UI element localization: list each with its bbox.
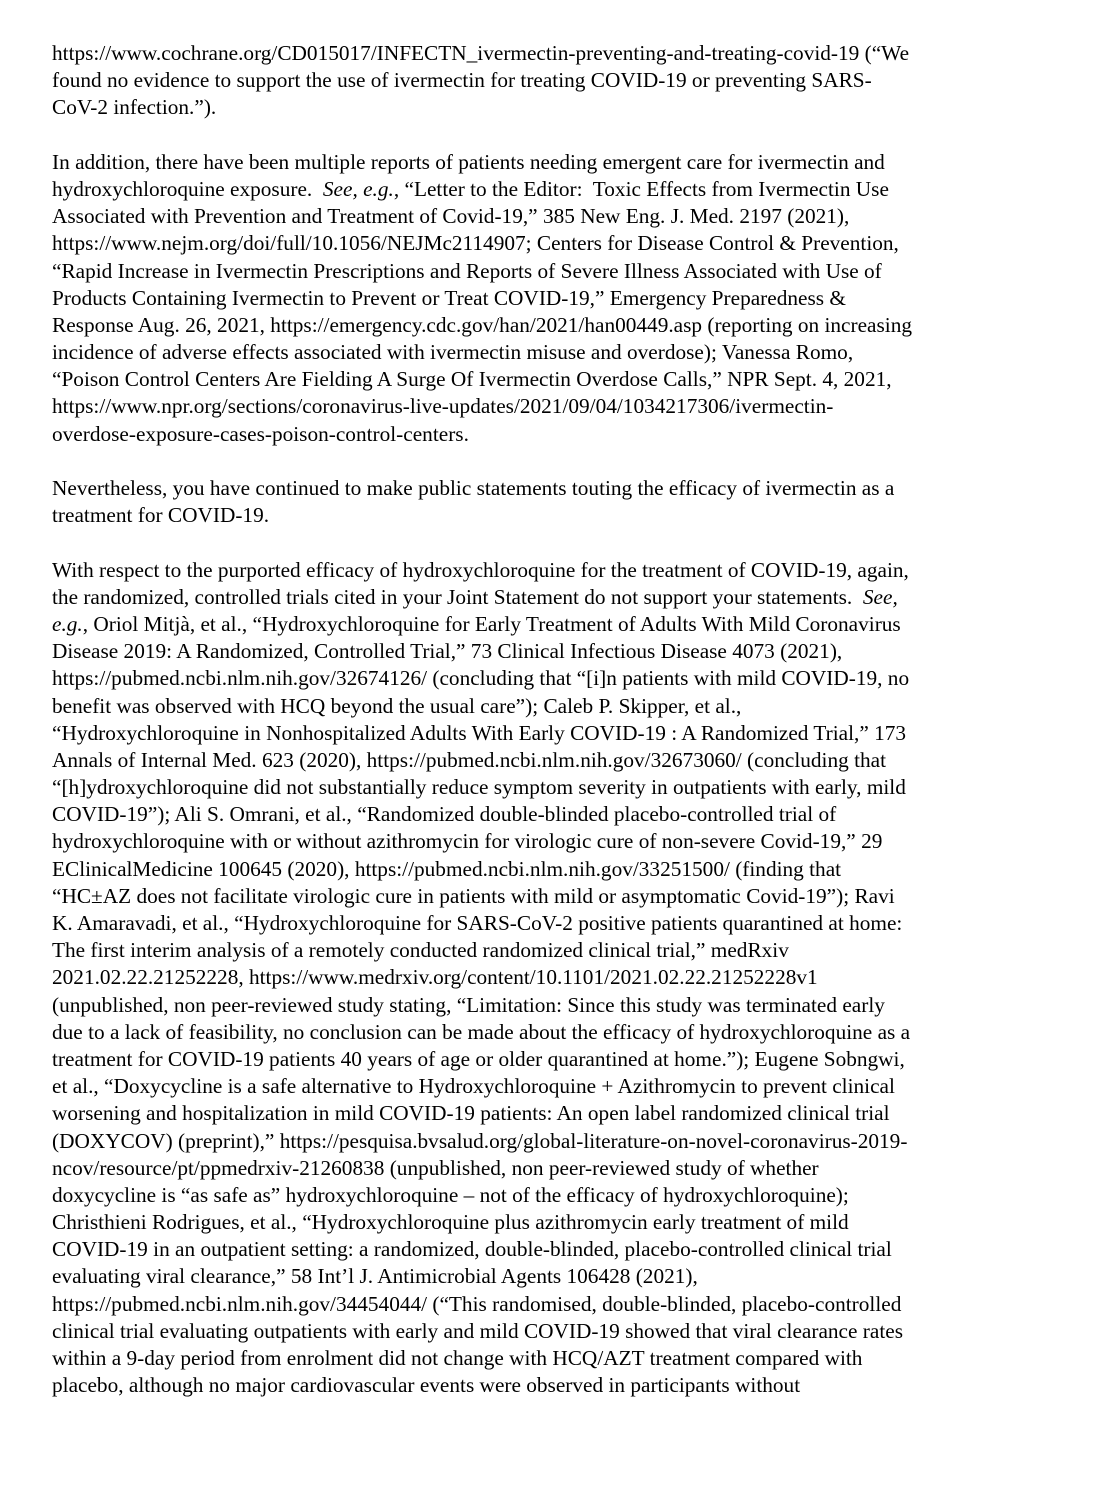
text-line: overdose-exposure-cases-poison-control-centers. bbox=[52, 421, 469, 446]
text-line: COVID-19”); Ali S. Omrani, et al., “Randomized double-blinded placebo-controlled trial of bbox=[52, 802, 837, 827]
text-line: hydroxychloroquine with or without azithromycin for virologic cure of non-severe Covid-19,” 29 bbox=[52, 829, 883, 854]
text-line: Response Aug. 26, 2021, https://emergency.cdc.gov/han/2021/han00449.asp (reporting on increasing bbox=[52, 312, 912, 337]
text-line: incidence of adverse effects associated with ivermectin misuse and overdose); Vanessa Romo, bbox=[52, 340, 854, 365]
text-line: placebo, although no major cardiovascular events were observed in participants without bbox=[52, 1373, 801, 1398]
paragraph-4 bbox=[52, 557, 1022, 1400]
text-line: https://pubmed.ncbi.nlm.nih.gov/32674126/ (concluding that “[i]n patients with mild COVID-19, no bbox=[52, 666, 910, 691]
text-line: Annals of Internal Med. 623 (2020), https://pubmed.ncbi.nlm.nih.gov/32673060/ (concluding that bbox=[52, 747, 887, 772]
text-line: due to a lack of feasibility, no conclusion can be made about the efficacy of hydroxychloroquine as a bbox=[52, 1019, 911, 1044]
text-line: Nevertheless, you have continued to make public statements touting the efficacy of ivermectin as a bbox=[52, 476, 895, 500]
italic-signal: See, bbox=[862, 584, 898, 609]
text-line bbox=[52, 176, 1022, 203]
text-line: doxycycline is “as safe as” hydroxychloroquine – not of the efficacy of hydroxychloroquine); bbox=[52, 1182, 849, 1207]
text-line: treatment for COVID-19. bbox=[52, 503, 270, 528]
text-line: CoV-2 infection.”). bbox=[52, 95, 217, 120]
text-line: Associated with Prevention and Treatment of Covid-19,” 385 New Eng. J. Med. 2197 (2021), bbox=[52, 204, 850, 229]
text-line: et al., “Doxycycline is a safe alternative to Hydroxychloroquine + Azithromycin to prevent clinical bbox=[52, 1074, 895, 1099]
text-line: “[h]ydroxychloroquine did not substantially reduce symptom severity in outpatients with early, mild bbox=[52, 775, 906, 800]
text-line bbox=[52, 611, 1022, 638]
text-line: within a 9-day period from enrolment did not change with HCQ/AZT treatment compared with bbox=[52, 1346, 863, 1370]
text-line: https://www.cochrane.org/CD015017/INFECTN_ivermectin-preventing-and-treating-covid-19 (“We bbox=[52, 41, 910, 65]
paragraph-gap bbox=[52, 122, 1022, 149]
paragraph-2 bbox=[52, 149, 1022, 448]
text-line: EClinicalMedicine 100645 (2020), https://pubmed.ncbi.nlm.nih.gov/33251500/ (finding that bbox=[52, 856, 842, 881]
text-line: benefit was observed with HCQ beyond the usual care”); Caleb P. Skipper, et al., bbox=[52, 693, 742, 718]
paragraph-1 bbox=[52, 40, 1022, 122]
text-line: Christhieni Rodrigues, et al., “Hydroxychloroquine plus azithromycin early treatment of mild bbox=[52, 1210, 849, 1235]
text-line: K. Amaravadi, et al., “Hydroxychloroquine for SARS-CoV-2 positive patients quarantined at home: bbox=[52, 911, 903, 935]
text-line: evaluating viral clearance,” 58 Int’l J. Antimicrobial Agents 106428 (2021), bbox=[52, 1264, 698, 1289]
text-line: ncov/resource/pt/ppmedrxiv-21260838 (unpublished, non peer-reviewed study of whether bbox=[52, 1155, 819, 1180]
text-line: found no evidence to support the use of ivermectin for treating COVID-19 or preventing SARS- bbox=[52, 68, 872, 93]
text-segment: the randomized, controlled trials cited in your Joint Statement do not support your statements. bbox=[52, 584, 863, 609]
text-line: COVID-19 in an outpatient setting: a randomized, double-blinded, placebo-controlled clinical trial bbox=[52, 1237, 892, 1262]
text-line: “Hydroxychloroquine in Nonhospitalized Adults With Early COVID-19 : A Randomized Trial,” 173 bbox=[52, 720, 907, 745]
text-segment: hydroxychloroquine exposure. bbox=[52, 176, 323, 201]
text-line: With respect to the purported efficacy of hydroxychloroquine for the treatment of COVID-19, again, bbox=[52, 557, 909, 582]
text-line: The first interim analysis of a remotely conducted randomized clinical trial,” medRxiv bbox=[52, 938, 789, 963]
text-line: https://www.nejm.org/doi/full/10.1056/NEJMc2114907; Centers for Disease Control & Prevention, bbox=[52, 231, 899, 256]
document-page bbox=[52, 40, 1022, 1399]
paragraph-gap bbox=[52, 529, 1022, 556]
paragraph-3 bbox=[52, 475, 1022, 529]
text-line: https://pubmed.ncbi.nlm.nih.gov/34454044/ (“This randomised, double-blinded, placebo-controlled bbox=[52, 1291, 902, 1316]
italic-signal: See, e.g. bbox=[322, 176, 394, 201]
italic-signal: e.g. bbox=[52, 611, 83, 636]
text-line: In addition, there have been multiple reports of patients needing emergent care for ivermectin and bbox=[52, 149, 885, 174]
text-line: “Rapid Increase in Ivermectin Prescriptions and Reports of Severe Illness Associated with Use of bbox=[52, 258, 882, 283]
text-line: https://www.npr.org/sections/coronavirus-live-updates/2021/09/04/1034217306/ivermectin- bbox=[52, 394, 834, 419]
text-line: clinical trial evaluating outpatients with early and mild COVID-19 showed that viral clearance rates bbox=[52, 1318, 903, 1343]
text-line: treatment for COVID-19 patients 40 years of age or older quarantined at home.”); Eugene Sobngwi, bbox=[52, 1046, 905, 1071]
text-segment: , “Letter to the Editor: Toxic Effects from Ivermectin Use bbox=[393, 176, 889, 201]
text-segment: , Oriol Mitjà, et al., “Hydroxychloroquine for Early Treatment of Adults With Mild Coronavirus bbox=[82, 611, 901, 636]
text-line: worsening and hospitalization in mild COVID-19 patients: An open label randomized clinical trial bbox=[52, 1101, 890, 1126]
text-line bbox=[52, 584, 1022, 611]
text-line: (unpublished, non peer-reviewed study stating, “Limitation: Since this study was terminated early bbox=[52, 992, 885, 1017]
paragraph-gap bbox=[52, 448, 1022, 475]
text-line: 2021.02.22.21252228, https://www.medrxiv.org/content/10.1101/2021.02.22.21252228v1 bbox=[52, 965, 818, 990]
text-line: “HC±AZ does not facilitate virologic cure in patients with mild or asymptomatic Covid-19”); Ravi bbox=[52, 883, 895, 908]
text-line: (DOXYCOV) (preprint),” https://pesquisa.bvsalud.org/global-literature-on-novel-coronavirus-2019- bbox=[52, 1128, 908, 1153]
text-line: Disease 2019: A Randomized, Controlled Trial,” 73 Clinical Infectious Disease 4073 (2021), bbox=[52, 639, 843, 664]
text-line: “Poison Control Centers Are Fielding A Surge Of Ivermectin Overdose Calls,” NPR Sept. 4, 2021, bbox=[52, 367, 892, 392]
text-line: Products Containing Ivermectin to Prevent or Treat COVID-19,” Emergency Preparedness & bbox=[52, 285, 846, 310]
